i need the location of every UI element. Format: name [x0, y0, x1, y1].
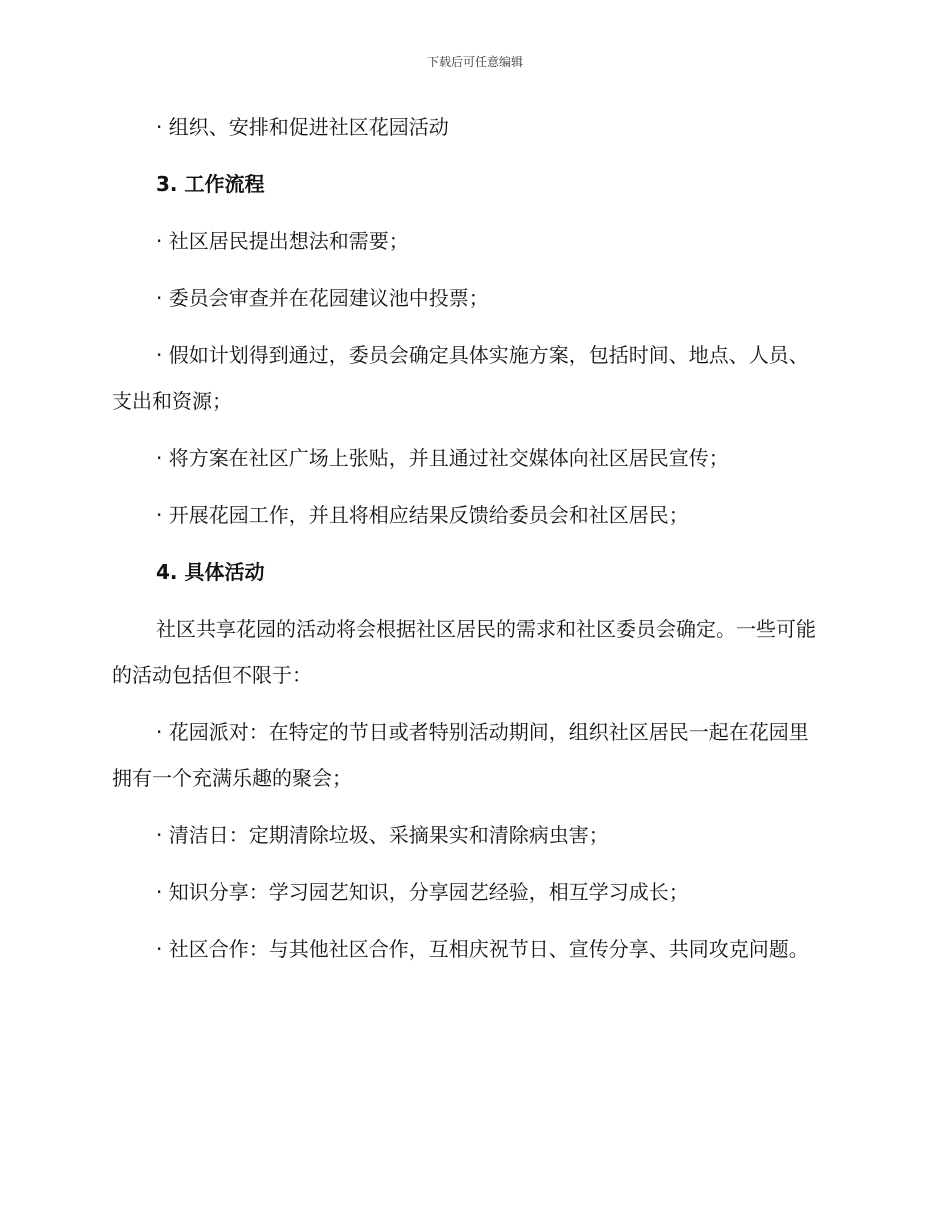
section-heading-workflow: 3. 工作流程 [156, 172, 265, 196]
list-item-residents-propose: · 社区居民提出想法和需要； [156, 229, 409, 253]
list-item-organize-activities: · 组织、安排和促进社区花园活动 [156, 115, 449, 139]
list-item-garden-party: · 花园派对：在特定的节日或者特别活动期间，组织社区居民一起在花园里拥有一个充满乐趣的聚会； [112, 720, 809, 790]
list-item-cleaning-day: · 清洁日：定期清除垃圾、采摘果实和清除病虫害； [156, 823, 609, 847]
paragraph-activities-intro: 社区共享花园的活动将会根据社区居民的需求和社区委员会确定。一些可能的活动包括但不限于： [112, 617, 816, 687]
section-heading-activities: 4. 具体活动 [156, 560, 265, 584]
list-item-knowledge-sharing: · 知识分享：学习园艺知识，分享园艺经验，相互学习成长； [156, 880, 689, 904]
list-item-community-cooperation: · 社区合作：与其他社区合作，互相庆祝节日、宣传分享、共同攻克问题。 [156, 937, 809, 961]
document-body [112, 104, 828, 983]
list-item-post-plan: · 将方案在社区广场上张贴，并且通过社交媒体向社区居民宣传； [156, 446, 729, 470]
list-item-carry-out-work: · 开展花园工作，并且将相应结果反馈给委员会和社区居民； [156, 503, 689, 527]
list-item-plan-approved: · 假如计划得到通过，委员会确定具体实施方案，包括时间、地点、人员、支出和资源； [112, 343, 809, 413]
list-item-committee-vote: · 委员会审查并在花园建议池中投票； [156, 286, 489, 310]
page-header: 下载后可任意编辑 [426, 55, 523, 69]
